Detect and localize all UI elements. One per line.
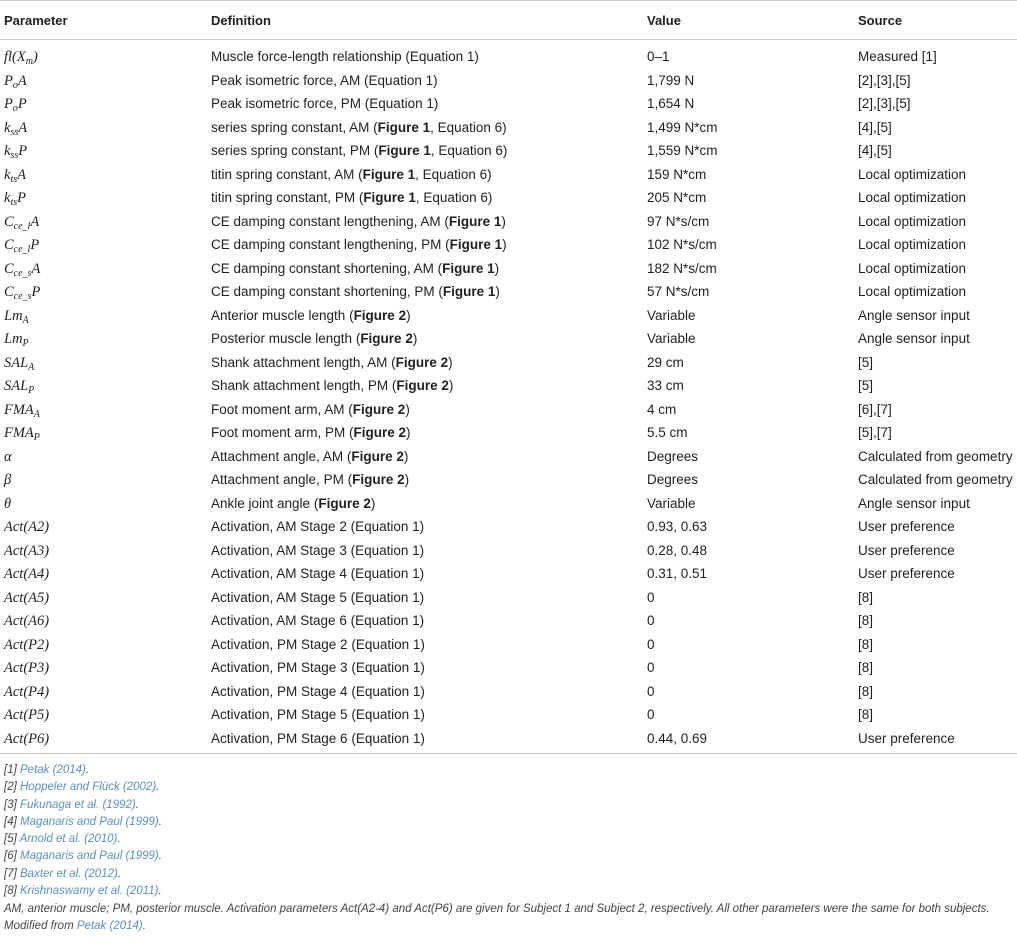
value-cell: Degrees bbox=[647, 448, 699, 464]
value-cell: Variable bbox=[647, 495, 696, 511]
value-cell: 0 bbox=[647, 683, 655, 699]
footnote-end: . bbox=[117, 833, 121, 846]
footnote-number: [4] bbox=[4, 815, 17, 828]
definition-cell: Foot moment arm, AM (Figure 2) bbox=[211, 401, 410, 417]
footnote-ref-link[interactable]: Arnold et al. (2010) bbox=[19, 833, 118, 846]
param-cell: Act(A4) bbox=[4, 566, 50, 582]
source-cell: [5] bbox=[858, 354, 874, 370]
footnote-number: [8] bbox=[4, 885, 17, 898]
param-cell: $C_{ce\_s}A$ bbox=[4, 260, 41, 279]
source-cell: Local optimization bbox=[858, 284, 967, 299]
footnote-ref-link[interactable]: Maganaris and Paul (1999) bbox=[20, 815, 159, 828]
value-cell: 182 N*s/cm bbox=[647, 260, 717, 276]
definition-cell: Activation, AM Stage 3 (Equation 1) bbox=[211, 542, 425, 558]
footnote-end: . bbox=[85, 764, 90, 776]
value-cell: 0 bbox=[647, 660, 655, 675]
definition-cell: CE damping constant lengthening, AM (Figure 1) bbox=[211, 213, 506, 229]
definition-cell: series spring constant, PM (Figure 1, Equation 6) bbox=[211, 143, 508, 158]
footnote-ref-link[interactable]: Baxter et al. (2012) bbox=[20, 867, 118, 880]
table-row bbox=[0, 304, 1017, 328]
table-row bbox=[0, 492, 1017, 516]
header-value: Value bbox=[647, 13, 681, 28]
footnote-ref-link[interactable]: Krishnaswamy et al. (2011) bbox=[20, 885, 159, 898]
source-cell: [6],[7] bbox=[858, 401, 892, 417]
value-cell: 29 cm bbox=[647, 354, 684, 370]
table-row bbox=[0, 562, 1017, 586]
value-cell: 1,499 N*cm bbox=[647, 119, 718, 135]
source-cell: Local optimization bbox=[858, 190, 967, 205]
source-cell: [8] bbox=[858, 636, 874, 652]
table-row bbox=[0, 609, 1017, 633]
value-cell: 1,654 N bbox=[647, 96, 695, 111]
definition-cell: titin spring constant, AM (Figure 1, Equation 6) bbox=[211, 166, 492, 182]
table-row bbox=[0, 656, 1017, 680]
definition-cell: Peak isometric force, PM (Equation 1) bbox=[211, 96, 439, 111]
footnote-number: [3] bbox=[4, 798, 17, 811]
footnote-list bbox=[4, 762, 1014, 900]
table-footnotes bbox=[4, 762, 1014, 935]
value-cell: 205 N*cm bbox=[647, 190, 707, 205]
source-cell: Calculated from geometry bbox=[858, 472, 1013, 487]
footnote-ref-link[interactable]: Maganaris and Paul (1999) bbox=[20, 850, 159, 863]
table-row bbox=[0, 186, 1017, 210]
param-cell: $C_{ce\_l}P$ bbox=[4, 237, 40, 255]
source-cell: Angle sensor input bbox=[858, 307, 970, 323]
footnote-ref-link[interactable]: Fukunaga et al. (1992) bbox=[20, 798, 136, 811]
value-cell: 0.93, 0.63 bbox=[647, 519, 708, 534]
param-cell: Act(P5) bbox=[4, 707, 50, 723]
abbreviation-ref-link[interactable]: Petak (2014) bbox=[76, 920, 143, 933]
definition-cell: Muscle force-length relationship (Equation 1) bbox=[211, 49, 479, 64]
param-cell: $FMA_P$ bbox=[4, 425, 40, 443]
definition-cell: titin spring constant, PM (Figure 1, Equation 6) bbox=[211, 190, 493, 205]
source-cell: [8] bbox=[858, 660, 874, 675]
abbreviation-note bbox=[4, 901, 1014, 935]
value-cell: Variable bbox=[647, 307, 696, 323]
table-row bbox=[0, 468, 1017, 492]
param-cell: $fl(X_m)$ bbox=[4, 49, 38, 67]
value-cell: 33 cm bbox=[647, 378, 684, 393]
table-row bbox=[0, 398, 1017, 422]
table-row bbox=[0, 351, 1017, 375]
definition-cell: Activation, PM Stage 4 (Equation 1) bbox=[211, 683, 425, 699]
value-cell: 102 N*s/cm bbox=[647, 237, 717, 252]
table-row bbox=[0, 703, 1017, 727]
abbreviation-text: AM, anterior muscle; PM, posterior muscle. Activation parameters Act(A2-4) and Act(P6) are given for Subject 1 and Subject 2, respectively. All other parameters were the same for both subjects. Modified from bbox=[4, 903, 990, 933]
source-cell: User preference bbox=[858, 519, 955, 534]
param-cell: Act(P6) bbox=[4, 730, 50, 747]
value-cell: 0–1 bbox=[647, 49, 670, 64]
source-cell: User preference bbox=[858, 566, 955, 581]
source-cell: [5] bbox=[858, 378, 874, 393]
definition-cell: Ankle joint angle (Figure 2) bbox=[211, 495, 376, 511]
definition-cell: Attachment angle, AM (Figure 2) bbox=[211, 448, 409, 464]
definition-cell: Shank attachment length, PM (Figure 2) bbox=[211, 378, 454, 393]
footnote-end: . bbox=[158, 815, 162, 828]
table-row bbox=[0, 727, 1017, 751]
definition-cell: Shank attachment length, AM (Figure 2) bbox=[211, 354, 453, 370]
param-cell: $C_{ce\_s}P$ bbox=[4, 284, 41, 302]
value-cell: 0 bbox=[647, 707, 655, 722]
definition-cell: Activation, PM Stage 5 (Equation 1) bbox=[211, 707, 425, 722]
footnote bbox=[4, 814, 1014, 831]
definition-cell: Activation, AM Stage 2 (Equation 1) bbox=[211, 519, 425, 534]
param-cell: Act(A3) bbox=[4, 542, 50, 559]
table-header bbox=[0, 1, 1017, 39]
value-cell: 0.44, 0.69 bbox=[647, 730, 708, 746]
footnote bbox=[4, 848, 1014, 865]
footnote bbox=[4, 762, 1014, 779]
definition-cell: series spring constant, AM (Figure 1, Equation 6) bbox=[211, 119, 507, 135]
footnote-ref-link[interactable]: Hoppeler and Flück (2002) bbox=[20, 781, 157, 794]
param-cell: $FMA_A$ bbox=[4, 401, 40, 420]
footnote-number: [6] bbox=[4, 850, 17, 863]
param-cell: Act(A2) bbox=[4, 519, 50, 535]
table-row bbox=[0, 116, 1017, 140]
value-cell: 159 N*cm bbox=[647, 166, 707, 182]
table-row bbox=[0, 163, 1017, 187]
value-cell: 0 bbox=[647, 613, 655, 628]
param-cell: $Lm_A$ bbox=[4, 307, 29, 326]
source-cell: [8] bbox=[858, 589, 874, 605]
source-cell: Local optimization bbox=[858, 166, 967, 182]
abbreviation-end: . bbox=[142, 920, 146, 933]
footnote bbox=[4, 797, 1014, 814]
value-cell: 1,559 N*cm bbox=[647, 143, 718, 158]
source-cell: Angle sensor input bbox=[858, 331, 970, 346]
param-cell: $k_{ts}P$ bbox=[4, 190, 26, 208]
table-row bbox=[0, 539, 1017, 563]
table-row bbox=[0, 280, 1017, 304]
table-body bbox=[0, 45, 1017, 750]
footnote-ref-link[interactable]: Petak (2014) bbox=[20, 764, 86, 776]
source-cell: Local optimization bbox=[858, 260, 967, 276]
param-cell: $k_{ss}P$ bbox=[4, 143, 28, 161]
param-cell: Act(A6) bbox=[4, 613, 50, 629]
source-cell: [2],[3],[5] bbox=[858, 72, 911, 88]
source-cell: Local optimization bbox=[858, 213, 967, 229]
table-row bbox=[0, 374, 1017, 398]
param-cell: Act(P4) bbox=[4, 683, 50, 700]
value-cell: 0.28, 0.48 bbox=[647, 542, 708, 558]
definition-cell: Activation, AM Stage 6 (Equation 1) bbox=[211, 613, 425, 628]
value-cell: 1,799 N bbox=[647, 72, 695, 88]
param-cell: β bbox=[4, 472, 12, 488]
bottom-rule bbox=[0, 753, 1017, 754]
param-cell: $SAL_A$ bbox=[4, 354, 35, 373]
footnote-number: [5] bbox=[4, 833, 17, 846]
source-cell: [8] bbox=[858, 613, 874, 628]
source-cell: Local optimization bbox=[858, 237, 967, 252]
source-cell: [4],[5] bbox=[858, 143, 892, 158]
definition-cell: CE damping constant shortening, AM (Figure 1) bbox=[211, 260, 500, 276]
value-cell: 0 bbox=[647, 636, 655, 652]
table-row bbox=[0, 515, 1017, 539]
source-cell: Angle sensor input bbox=[858, 495, 970, 511]
value-cell: Degrees bbox=[647, 472, 699, 487]
param-cell: θ bbox=[4, 495, 12, 512]
source-cell: [4],[5] bbox=[858, 119, 892, 135]
value-cell: 57 N*s/cm bbox=[647, 284, 710, 299]
definition-cell: Activation, AM Stage 4 (Equation 1) bbox=[211, 566, 425, 581]
header-source: Source bbox=[858, 13, 903, 28]
definition-cell: Posterior muscle length (Figure 2) bbox=[211, 331, 418, 346]
definition-cell: CE damping constant lengthening, PM (Figure 1) bbox=[211, 237, 507, 252]
footnote-end: . bbox=[158, 850, 162, 863]
param-cell: $P_oP$ bbox=[4, 96, 27, 114]
param-cell: $P_oA$ bbox=[4, 72, 27, 91]
table-row bbox=[0, 210, 1017, 234]
footnote-end: . bbox=[117, 867, 122, 880]
table-row bbox=[0, 257, 1017, 281]
table-row bbox=[0, 586, 1017, 610]
source-cell: User preference bbox=[858, 542, 955, 558]
table-row bbox=[0, 633, 1017, 657]
param-cell: $k_{ss}A$ bbox=[4, 119, 28, 138]
header-parameter: Parameter bbox=[4, 13, 68, 28]
param-cell: Act(P3) bbox=[4, 660, 50, 676]
table-row bbox=[0, 680, 1017, 704]
definition-cell: Anterior muscle length (Figure 2) bbox=[211, 307, 411, 323]
table-row bbox=[0, 92, 1017, 116]
param-cell: $SAL_P$ bbox=[4, 378, 35, 396]
value-cell: Variable bbox=[647, 331, 696, 346]
footnote bbox=[4, 831, 1014, 848]
param-cell: $C_{ce\_l}A$ bbox=[4, 213, 40, 232]
table-row bbox=[0, 69, 1017, 93]
param-cell: $k_{ts}A$ bbox=[4, 166, 26, 185]
definition-cell: CE damping constant shortening, PM (Figure 1) bbox=[211, 284, 500, 299]
value-cell: 97 N*s/cm bbox=[647, 213, 710, 229]
definition-cell: Peak isometric force, AM (Equation 1) bbox=[211, 72, 438, 88]
source-cell: [8] bbox=[858, 683, 874, 699]
footnote bbox=[4, 779, 1014, 796]
definition-cell: Activation, PM Stage 3 (Equation 1) bbox=[211, 660, 425, 675]
param-cell: Act(A5) bbox=[4, 589, 50, 606]
footnote-end: . bbox=[158, 885, 162, 898]
footnote-number: [1] bbox=[4, 764, 17, 776]
source-cell: Calculated from geometry bbox=[858, 448, 1013, 464]
footnote-number: [2] bbox=[4, 781, 17, 794]
source-cell: [2],[3],[5] bbox=[858, 96, 911, 111]
table-row bbox=[0, 421, 1017, 445]
table-row bbox=[0, 139, 1017, 163]
table-row bbox=[0, 233, 1017, 257]
param-cell: Act(P2) bbox=[4, 636, 50, 653]
source-cell: [5],[7] bbox=[858, 425, 892, 440]
footnote-number: [7] bbox=[4, 867, 17, 880]
table-row bbox=[0, 445, 1017, 469]
param-cell: $Lm_P$ bbox=[4, 331, 29, 349]
table-row bbox=[0, 327, 1017, 351]
footnote bbox=[4, 883, 1014, 900]
source-cell: Measured [1] bbox=[858, 49, 937, 64]
source-cell: User preference bbox=[858, 730, 955, 746]
definition-cell: Foot moment arm, PM (Figure 2) bbox=[211, 425, 411, 440]
param-cell: α bbox=[4, 448, 12, 465]
footnote bbox=[4, 866, 1014, 883]
value-cell: 4 cm bbox=[647, 401, 677, 417]
value-cell: 0 bbox=[647, 589, 655, 605]
table-row bbox=[0, 45, 1017, 69]
definition-cell: Activation, PM Stage 6 (Equation 1) bbox=[211, 730, 425, 746]
definition-cell: Activation, PM Stage 2 (Equation 1) bbox=[211, 636, 425, 652]
footnote-end: . bbox=[135, 798, 139, 811]
header-definition: Definition bbox=[211, 13, 271, 28]
footnote-end: . bbox=[156, 781, 160, 794]
definition-cell: Attachment angle, PM (Figure 2) bbox=[211, 472, 410, 487]
definition-cell: Activation, AM Stage 5 (Equation 1) bbox=[211, 589, 425, 605]
value-cell: 0.31, 0.51 bbox=[647, 566, 708, 581]
value-cell: 5.5 cm bbox=[647, 425, 688, 440]
source-cell: [8] bbox=[858, 707, 874, 722]
